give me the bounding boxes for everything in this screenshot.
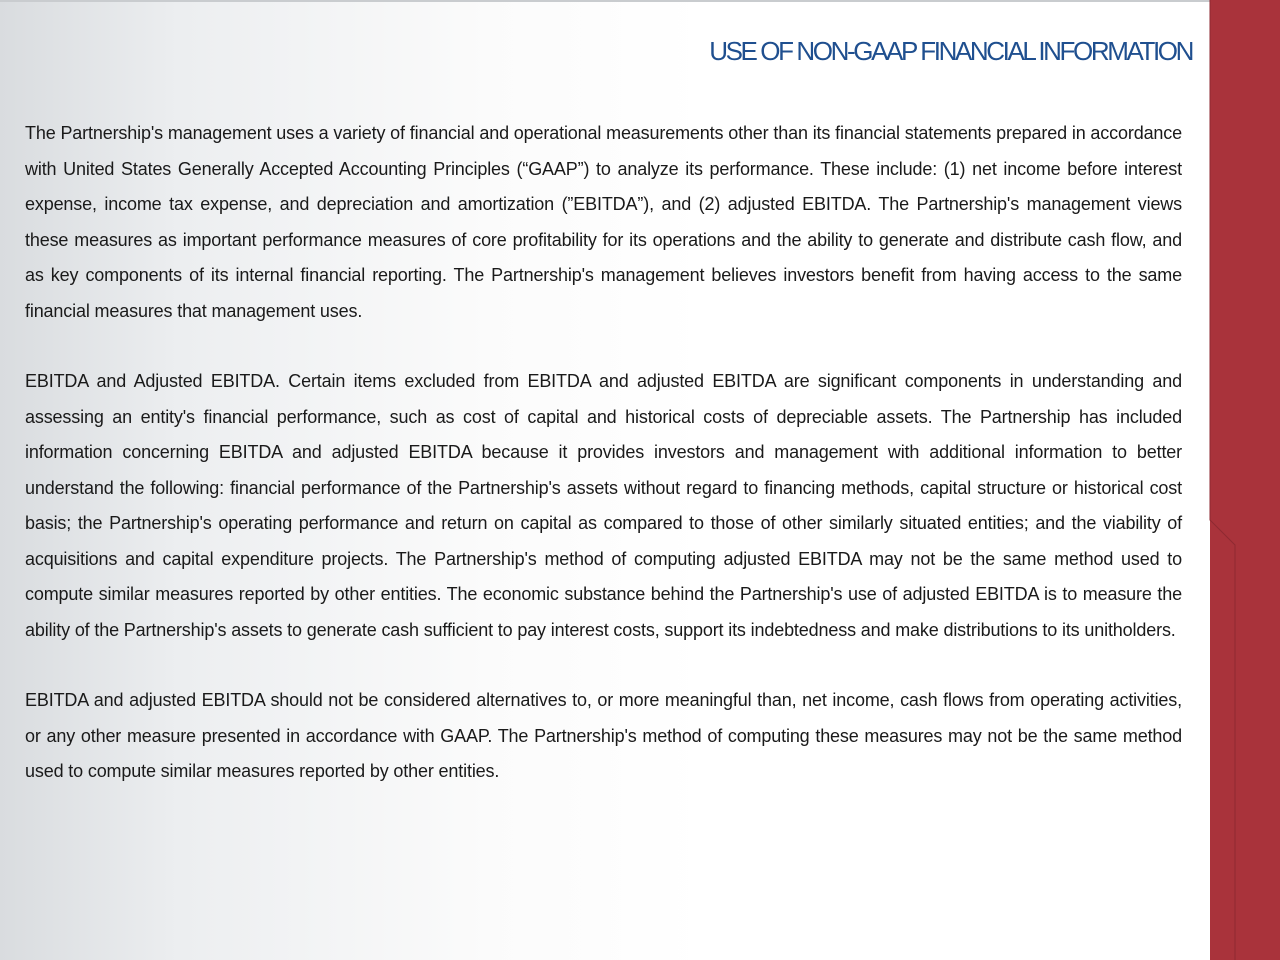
paragraph-ebitda-adjusted: EBITDA and Adjusted EBITDA. Certain items excluded from EBITDA and adjusted EBITDA are significant components in understanding and assessing an entity's financial performance, such as cost of capital and historical costs of depreciable assets. The Partnership has included information concerning EBITDA and adjusted EBITDA because it provides investors and management with additional information to better understand the following: financial performance of the Partnership's assets without regard to financing methods, capital structure or historical cost basis; the Partnership's operating performance and return on capital as compared to those of other similarly situated entities; and the viability of acquisitions and capital expenditure projects. The Partnership's method of computing adjusted EBITDA may not be the same method used to compute similar measures reported by other entities. The economic substance behind the Partnership's use of adjusted EBITDA is to measure the ability of the Partnership's assets to generate cash sufficient to pay interest costs, support its indebtedness and make distributions to its unitholders.: [25, 371, 1182, 640]
paragraph-disclaimer: EBITDA and adjusted EBITDA should not be considered alternatives to, or more meaningful than, net income, cash flows from operating activities, or any other measure presented in accordance with GAAP. The Partnership's method of computing these measures may not be the same method used to compute similar measures reported by other entities.: [25, 690, 1182, 781]
top-divider-line: [0, 0, 1210, 2]
side-band-notch: [1200, 0, 1280, 960]
paragraph-intro: The Partnership's management uses a variety of financial and operational measurements other than its financial statements prepared in accordance with United States Generally Accepted Accounting Principles (“GAAP”) to analyze its performance. These include: (1) net income before interest expense, income tax expense, and depreciation and amortization (”EBITDA”), and (2) adjusted EBITDA. The Partnership's management views these measures as important performance measures of core profitability for its operations and the ability to generate and distribute cash flow, and as key components of its internal financial reporting. The Partnership's management believes investors benefit from having access to the same financial measures that management uses.: [25, 123, 1182, 321]
body-text: [25, 116, 1182, 825]
page-title: USE OF NON-GAAP FINANCIAL INFORMATION: [709, 36, 1192, 66]
